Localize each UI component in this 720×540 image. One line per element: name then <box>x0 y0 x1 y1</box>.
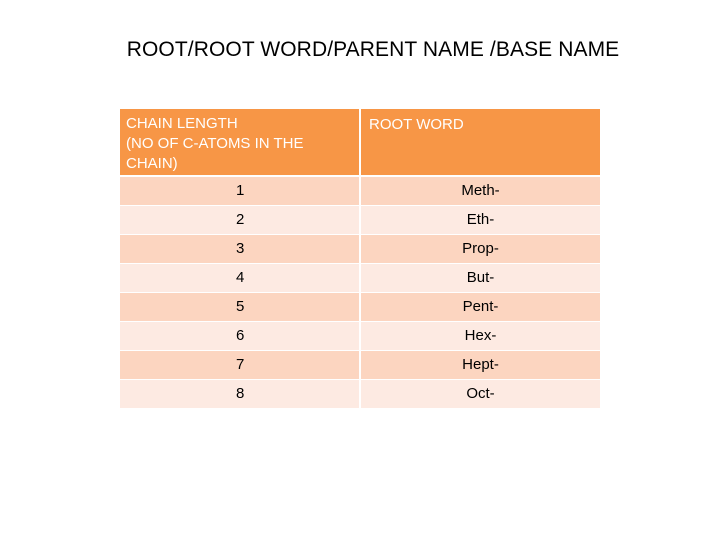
cell-chain-length: 1 <box>120 176 360 205</box>
table-header-row <box>120 109 600 176</box>
header-chain-length-line1: CHAIN LENGTH <box>126 115 238 132</box>
table-row <box>120 205 600 234</box>
cell-root-word: Eth- <box>360 205 600 234</box>
cell-chain-length: 5 <box>120 292 360 321</box>
table-row <box>120 292 600 321</box>
table-row <box>120 379 600 408</box>
header-chain-length <box>120 109 360 176</box>
table-row <box>120 234 600 263</box>
cell-chain-length: 7 <box>120 350 360 379</box>
table-row <box>120 263 600 292</box>
cell-chain-length: 4 <box>120 263 360 292</box>
cell-root-word: Prop- <box>360 234 600 263</box>
table-row <box>120 176 600 205</box>
cell-chain-length: 3 <box>120 234 360 263</box>
table-row <box>120 321 600 350</box>
cell-chain-length: 8 <box>120 379 360 408</box>
header-chain-length-line2: (NO OF C-ATOMS IN THE <box>126 135 304 152</box>
cell-chain-length: 2 <box>120 205 360 234</box>
cell-chain-length: 6 <box>120 321 360 350</box>
table-row <box>120 350 600 379</box>
header-chain-length-line3: CHAIN) <box>126 155 178 172</box>
cell-root-word: Hept- <box>360 350 600 379</box>
cell-root-word: Hex- <box>360 321 600 350</box>
page-title: ROOT/ROOT WORD/PARENT NAME /BASE NAME <box>126 38 620 61</box>
cell-root-word: Meth- <box>360 176 600 205</box>
root-word-table <box>120 109 600 409</box>
cell-root-word: Pent- <box>360 292 600 321</box>
cell-root-word: Oct- <box>360 379 600 408</box>
cell-root-word: But- <box>360 263 600 292</box>
header-root-word: ROOT WORD <box>360 109 600 176</box>
